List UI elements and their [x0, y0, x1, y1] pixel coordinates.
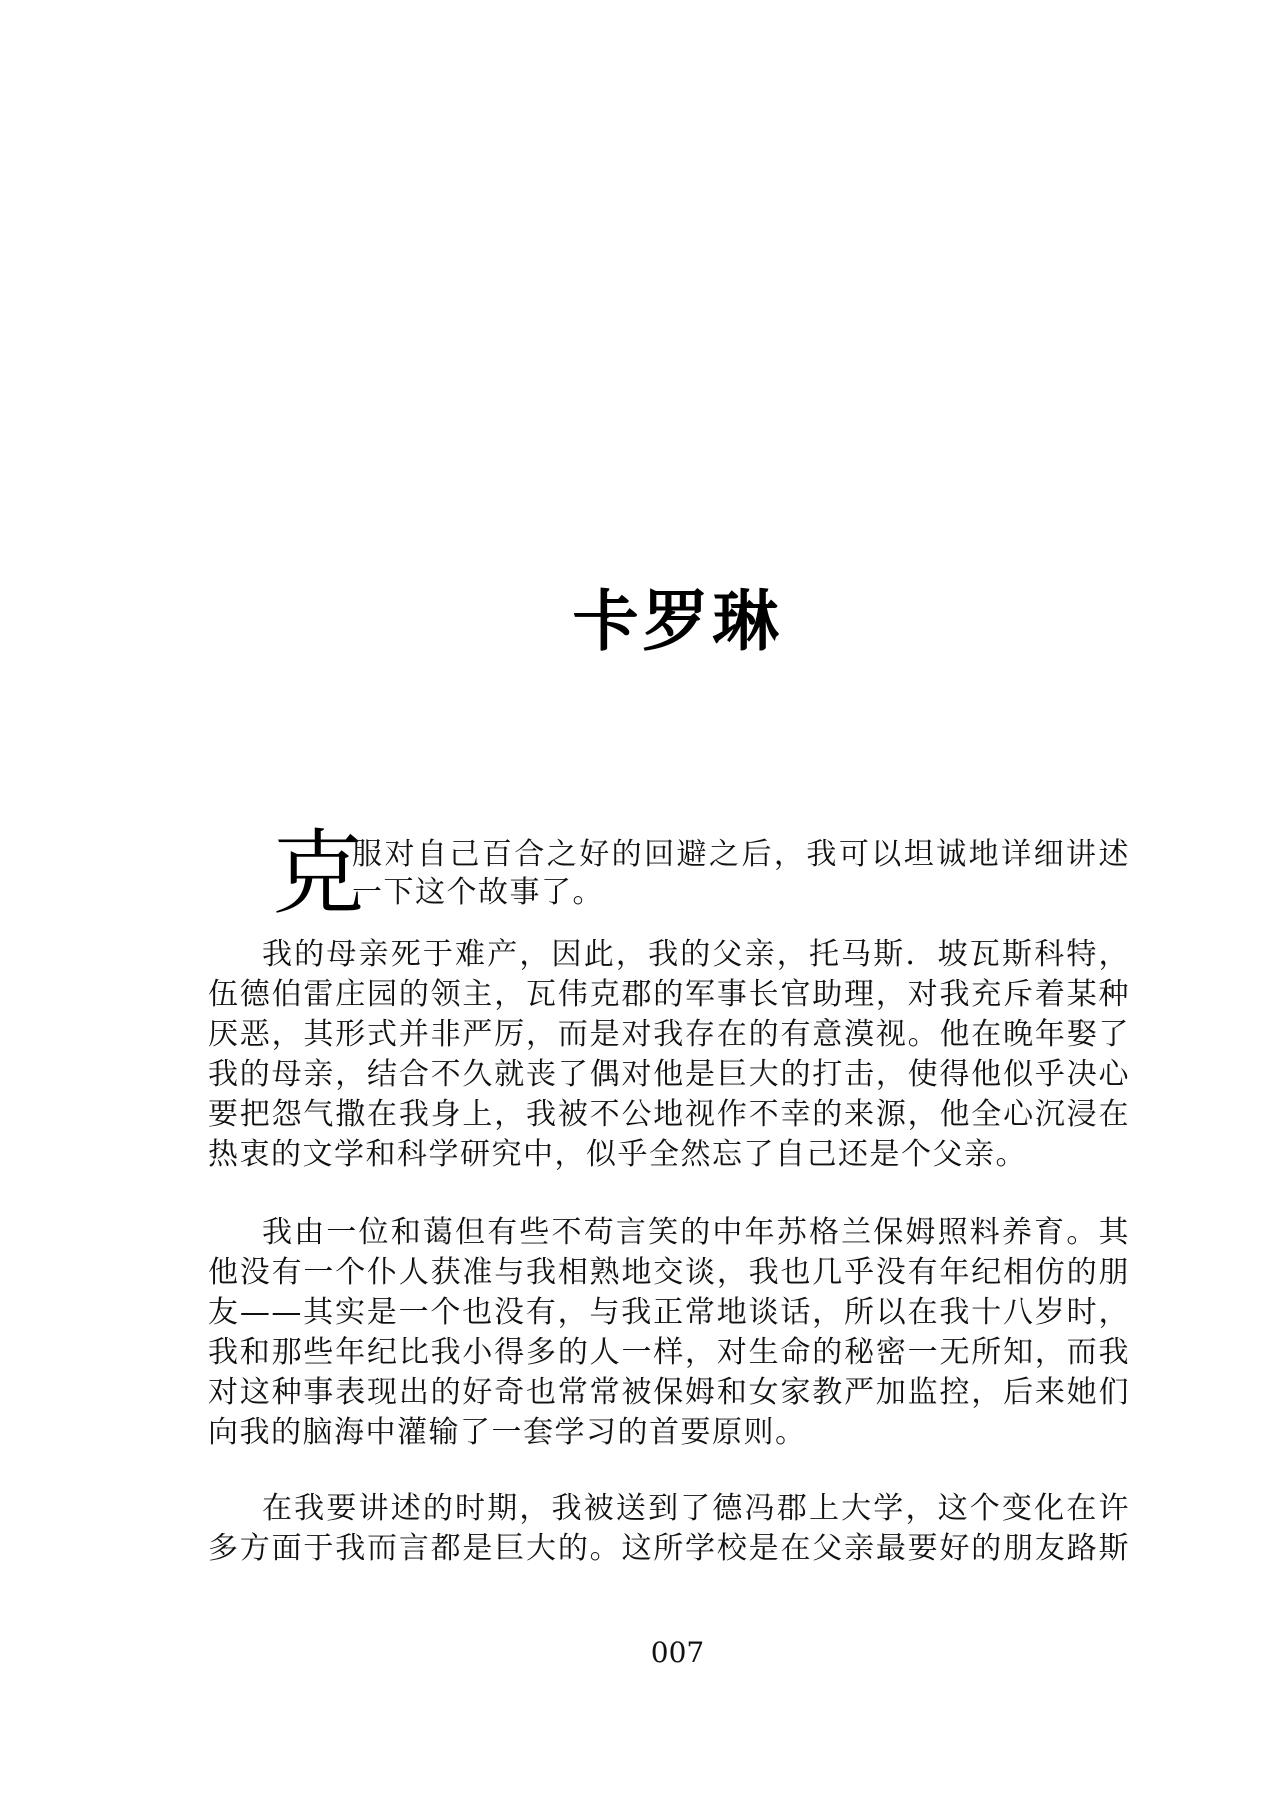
page-number: 007: [650, 1636, 705, 1669]
body-line: 友——其实是一个也没有，与我正常地谈话，所以在我十八岁时，: [208, 1295, 1130, 1330]
body-line: 一下这个故事了。: [352, 875, 604, 910]
body-line: 对这种事表现出的好奇也常常被保姆和女家教严加监控，后来她们: [208, 1375, 1130, 1410]
body-line: 多方面于我而言都是巨大的。这所学校是在父亲最要好的朋友路斯: [208, 1531, 1130, 1566]
body-line: 服对自己百合之好的回避之后，我可以坦诚地详细讲述: [352, 837, 1130, 872]
body-line: 伍德伯雷庄园的领主，瓦伟克郡的军事长官助理，对我充斥着某种: [208, 977, 1130, 1012]
body-line: 热衷的文学和科学研究中，似乎全然忘了自己还是个父亲。: [208, 1137, 1027, 1172]
body-line: 我的母亲死于难产，因此，我的父亲，托马斯．坡瓦斯科特，: [262, 937, 1130, 972]
body-line: 他没有一个仆人获准与我相熟地交谈，我也几乎没有年纪相仿的朋: [208, 1255, 1130, 1290]
chapter-title: 卡罗琳: [572, 583, 783, 660]
body-line: 厌恶，其形式并非严厉，而是对我存在的有意漠视。他在晚年娶了: [208, 1017, 1130, 1052]
body-line: 我和那些年纪比我小得多的人一样，对生命的秘密一无所知，而我: [208, 1335, 1130, 1370]
body-line: 要把怨气撒在我身上，我被不公地视作不幸的来源，他全心沉浸在: [208, 1097, 1130, 1132]
body-line: 在我要讲述的时期，我被送到了德冯郡上大学，这个变化在许: [262, 1491, 1130, 1526]
body-line: 向我的脑海中灌输了一套学习的首要原则。: [208, 1415, 807, 1450]
body-line: 我由一位和蔼但有些不苟言笑的中年苏格兰保姆照料养育。其: [262, 1215, 1130, 1250]
drop-cap: 克: [272, 820, 365, 927]
body-line: 我的母亲，结合不久就丧了偶对他是巨大的打击，使得他似乎决心: [208, 1057, 1130, 1092]
